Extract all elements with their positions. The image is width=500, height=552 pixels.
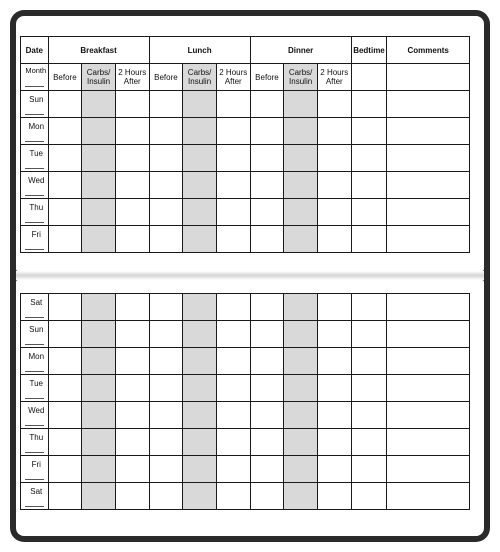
lunch-after-cell[interactable] (216, 375, 250, 402)
month-cell[interactable] (21, 64, 49, 91)
day-write-line (25, 425, 44, 426)
dinner-after-cell[interactable] (317, 429, 351, 456)
day-write-line (25, 398, 44, 399)
month-label: Month (25, 66, 47, 75)
lunch-before-cell[interactable] (149, 226, 183, 253)
bedtime-subheader (351, 64, 387, 91)
lunch-carbs-cell[interactable] (183, 226, 217, 253)
breakfast-before-cell[interactable] (48, 118, 82, 145)
lunch-after-cell[interactable] (216, 483, 250, 510)
header-row (21, 37, 470, 64)
dinner-carbs-cell[interactable] (284, 199, 318, 226)
dinner-before-cell[interactable] (250, 91, 284, 118)
breakfast-carbs-cell[interactable] (82, 226, 116, 253)
day-cell[interactable] (21, 456, 49, 483)
dinner-after-cell[interactable] (317, 172, 351, 199)
dinner-carbs-cell[interactable] (284, 172, 318, 199)
bedtime-cell[interactable] (351, 118, 387, 145)
dinner-carbs-header: Carbs/ Insulin (284, 64, 318, 91)
dinner-after-cell[interactable] (317, 145, 351, 172)
bedtime-cell[interactable] (351, 145, 387, 172)
lunch-after-cell[interactable] (216, 172, 250, 199)
lunch-before-cell[interactable] (149, 483, 183, 510)
dinner-before-cell[interactable] (250, 199, 284, 226)
dinner-after-cell[interactable] (317, 199, 351, 226)
day-row (21, 294, 470, 321)
comments-cell[interactable] (387, 199, 470, 226)
dinner-before-cell[interactable] (250, 118, 284, 145)
day-cell[interactable] (21, 226, 49, 253)
breakfast-before-cell[interactable] (48, 91, 82, 118)
breakfast-after-cell[interactable] (115, 483, 149, 510)
breakfast-carbs-cell[interactable] (82, 348, 116, 375)
breakfast-before-cell[interactable] (48, 429, 82, 456)
comments-cell[interactable] (387, 483, 470, 510)
breakfast-before-cell[interactable] (48, 321, 82, 348)
breakfast-after-cell[interactable] (115, 226, 149, 253)
bedtime-cell[interactable] (351, 172, 387, 199)
breakfast-after-header: 2 Hours After (115, 64, 149, 91)
day-row (21, 483, 470, 510)
breakfast-before-cell[interactable] (48, 226, 82, 253)
subheader-row (21, 64, 470, 91)
day-label: Tue (29, 379, 44, 388)
day-row (21, 402, 470, 429)
dinner-carbs-cell[interactable] (284, 402, 318, 429)
day-cell[interactable] (21, 199, 49, 226)
lunch-before-cell[interactable] (149, 91, 183, 118)
breakfast-before-cell[interactable] (48, 199, 82, 226)
breakfast-carbs-cell[interactable] (82, 145, 116, 172)
breakfast-carbs-cell[interactable] (82, 375, 116, 402)
bedtime-cell[interactable] (351, 456, 387, 483)
dinner-before-cell[interactable] (250, 483, 284, 510)
dinner-before-cell[interactable] (250, 294, 284, 321)
dinner-after-cell[interactable] (317, 294, 351, 321)
day-cell[interactable] (21, 294, 49, 321)
lunch-before-header: Before (149, 64, 183, 91)
lunch-before-cell[interactable] (149, 402, 183, 429)
day-row (21, 375, 470, 402)
bedtime-cell[interactable] (351, 294, 387, 321)
breakfast-before-cell[interactable] (48, 375, 82, 402)
dinner-before-cell[interactable] (250, 375, 284, 402)
lunch-after-header: 2 Hours After (216, 64, 250, 91)
day-label: Thu (29, 203, 44, 212)
day-row (21, 145, 470, 172)
comments-cell[interactable] (387, 456, 470, 483)
bottom-log-table (20, 293, 470, 510)
day-row (21, 456, 470, 483)
bedtime-cell[interactable] (351, 226, 387, 253)
comments-subheader (387, 64, 470, 91)
breakfast-after-cell[interactable] (115, 145, 149, 172)
breakfast-before-header: Before (48, 64, 82, 91)
lunch-carbs-cell[interactable] (183, 456, 217, 483)
day-row (21, 321, 470, 348)
breakfast-carbs-cell[interactable] (82, 321, 116, 348)
dinner-carbs-cell[interactable] (284, 429, 318, 456)
breakfast-carbs-cell[interactable] (82, 402, 116, 429)
bedtime-cell[interactable] (351, 429, 387, 456)
lunch-before-cell[interactable] (149, 375, 183, 402)
breakfast-after-cell[interactable] (115, 456, 149, 483)
breakfast-after-cell[interactable] (115, 294, 149, 321)
lunch-before-cell[interactable] (149, 199, 183, 226)
lunch-before-cell[interactable] (149, 145, 183, 172)
dinner-header: Dinner (250, 37, 351, 64)
dinner-after-cell[interactable] (317, 118, 351, 145)
lunch-carbs-cell[interactable] (183, 483, 217, 510)
breakfast-before-cell[interactable] (48, 483, 82, 510)
day-write-line (25, 506, 44, 507)
day-label: Mon (28, 122, 45, 131)
breakfast-after-cell[interactable] (115, 172, 149, 199)
lunch-carbs-cell[interactable] (183, 294, 217, 321)
comments-cell[interactable] (387, 294, 470, 321)
bedtime-cell[interactable] (351, 483, 387, 510)
lunch-carbs-cell[interactable] (183, 145, 217, 172)
breakfast-carbs-cell[interactable] (82, 199, 116, 226)
lunch-carbs-cell[interactable] (183, 402, 217, 429)
lunch-before-cell[interactable] (149, 118, 183, 145)
breakfast-carbs-cell[interactable] (82, 483, 116, 510)
lunch-after-cell[interactable] (216, 91, 250, 118)
dinner-carbs-cell[interactable] (284, 456, 318, 483)
dinner-before-cell[interactable] (250, 429, 284, 456)
breakfast-carbs-cell[interactable] (82, 118, 116, 145)
lunch-after-cell[interactable] (216, 294, 250, 321)
lunch-before-cell[interactable] (149, 321, 183, 348)
lunch-carbs-cell[interactable] (183, 118, 217, 145)
breakfast-carbs-cell[interactable] (82, 91, 116, 118)
lunch-after-cell[interactable] (216, 429, 250, 456)
dinner-carbs-cell[interactable] (284, 321, 318, 348)
day-write-line (25, 317, 44, 318)
day-cell[interactable] (21, 348, 49, 375)
bedtime-cell[interactable] (351, 348, 387, 375)
bedtime-cell[interactable] (351, 199, 387, 226)
dinner-before-cell[interactable] (250, 226, 284, 253)
comments-cell[interactable] (387, 226, 470, 253)
breakfast-after-cell[interactable] (115, 375, 149, 402)
lunch-after-cell[interactable] (216, 348, 250, 375)
breakfast-after-cell[interactable] (115, 91, 149, 118)
dinner-carbs-cell[interactable] (284, 294, 318, 321)
lunch-before-cell[interactable] (149, 294, 183, 321)
day-cell[interactable] (21, 172, 49, 199)
lunch-carbs-cell[interactable] (183, 348, 217, 375)
dinner-after-cell[interactable] (317, 402, 351, 429)
day-row (21, 348, 470, 375)
day-write-line (25, 452, 44, 453)
day-label: Wed (28, 176, 45, 185)
lunch-after-cell[interactable] (216, 226, 250, 253)
dinner-before-cell[interactable] (250, 321, 284, 348)
lunch-carbs-cell[interactable] (183, 321, 217, 348)
dinner-after-cell[interactable] (317, 456, 351, 483)
breakfast-carbs-cell[interactable] (82, 294, 116, 321)
dinner-carbs-cell[interactable] (284, 118, 318, 145)
month-write-line (25, 86, 44, 87)
day-write-line (25, 168, 44, 169)
breakfast-header: Breakfast (48, 37, 149, 64)
breakfast-after-cell[interactable] (115, 348, 149, 375)
dinner-after-cell[interactable] (317, 321, 351, 348)
dinner-before-header: Before (250, 64, 284, 91)
breakfast-before-cell[interactable] (48, 402, 82, 429)
dinner-carbs-cell[interactable] (284, 375, 318, 402)
lunch-header: Lunch (149, 37, 250, 64)
dinner-carbs-cell[interactable] (284, 145, 318, 172)
day-row (21, 199, 470, 226)
day-row (21, 118, 470, 145)
day-write-line (25, 249, 44, 250)
top-log-body (21, 91, 470, 253)
breakfast-carbs-cell[interactable] (82, 172, 116, 199)
breakfast-carbs-cell[interactable] (82, 429, 116, 456)
lunch-after-cell[interactable] (216, 199, 250, 226)
day-write-line (25, 344, 44, 345)
dinner-carbs-cell[interactable] (284, 348, 318, 375)
dinner-after-cell[interactable] (317, 483, 351, 510)
dinner-before-cell[interactable] (250, 172, 284, 199)
day-row (21, 429, 470, 456)
breakfast-after-cell[interactable] (115, 321, 149, 348)
top-log-table (20, 36, 470, 253)
breakfast-before-cell[interactable] (48, 172, 82, 199)
day-label: Fri (31, 230, 41, 239)
lunch-carbs-header: Carbs/ Insulin (183, 64, 217, 91)
day-row (21, 226, 470, 253)
bedtime-cell[interactable] (351, 91, 387, 118)
comments-cell[interactable] (387, 402, 470, 429)
lunch-after-cell[interactable] (216, 321, 250, 348)
lunch-before-cell[interactable] (149, 456, 183, 483)
day-cell[interactable] (21, 118, 49, 145)
dinner-after-cell[interactable] (317, 226, 351, 253)
comments-cell[interactable] (387, 172, 470, 199)
day-cell[interactable] (21, 402, 49, 429)
dinner-before-cell[interactable] (250, 402, 284, 429)
day-cell[interactable] (21, 375, 49, 402)
day-write-line (25, 195, 44, 196)
lunch-before-cell[interactable] (149, 429, 183, 456)
dinner-carbs-cell[interactable] (284, 91, 318, 118)
day-write-line (25, 141, 44, 142)
day-label: Fri (31, 460, 41, 469)
bedtime-cell[interactable] (351, 402, 387, 429)
breakfast-after-cell[interactable] (115, 118, 149, 145)
dinner-carbs-cell[interactable] (284, 483, 318, 510)
dinner-before-cell[interactable] (250, 456, 284, 483)
day-label: Wed (28, 406, 45, 415)
day-label: Sat (30, 298, 43, 307)
breakfast-before-cell[interactable] (48, 456, 82, 483)
day-write-line (25, 371, 44, 372)
breakfast-before-cell[interactable] (48, 294, 82, 321)
lunch-after-cell[interactable] (216, 402, 250, 429)
lunch-after-cell[interactable] (216, 456, 250, 483)
day-row (21, 91, 470, 118)
page-fold (16, 271, 484, 280)
comments-cell[interactable] (387, 118, 470, 145)
comments-cell[interactable] (387, 429, 470, 456)
lunch-after-cell[interactable] (216, 145, 250, 172)
breakfast-after-cell[interactable] (115, 429, 149, 456)
lunch-before-cell[interactable] (149, 172, 183, 199)
breakfast-before-cell[interactable] (48, 348, 82, 375)
comments-cell[interactable] (387, 375, 470, 402)
lunch-after-cell[interactable] (216, 118, 250, 145)
lunch-carbs-cell[interactable] (183, 429, 217, 456)
comments-header: Comments (387, 37, 470, 64)
dinner-before-cell[interactable] (250, 145, 284, 172)
comments-cell[interactable] (387, 321, 470, 348)
dinner-carbs-cell[interactable] (284, 226, 318, 253)
day-label: Mon (28, 352, 45, 361)
day-row (21, 172, 470, 199)
comments-cell[interactable] (387, 145, 470, 172)
day-cell[interactable] (21, 483, 49, 510)
day-label: Sun (29, 325, 44, 334)
breakfast-after-cell[interactable] (115, 199, 149, 226)
lunch-carbs-cell[interactable] (183, 91, 217, 118)
day-cell[interactable] (21, 145, 49, 172)
day-cell[interactable] (21, 91, 49, 118)
day-label: Tue (29, 149, 44, 158)
breakfast-carbs-cell[interactable] (82, 456, 116, 483)
lunch-carbs-cell[interactable] (183, 199, 217, 226)
dinner-before-cell[interactable] (250, 348, 284, 375)
lunch-before-cell[interactable] (149, 348, 183, 375)
comments-cell[interactable] (387, 348, 470, 375)
bedtime-header: Bedtime (351, 37, 387, 64)
lunch-carbs-cell[interactable] (183, 172, 217, 199)
bedtime-cell[interactable] (351, 321, 387, 348)
day-write-line (25, 479, 44, 480)
day-label: Sun (29, 95, 44, 104)
breakfast-after-cell[interactable] (115, 402, 149, 429)
dinner-after-header: 2 Hours After (317, 64, 351, 91)
dinner-after-cell[interactable] (317, 348, 351, 375)
bedtime-cell[interactable] (351, 375, 387, 402)
day-label: Sat (30, 487, 43, 496)
lunch-carbs-cell[interactable] (183, 375, 217, 402)
day-label: Thu (29, 433, 44, 442)
bottom-log-body (21, 294, 470, 510)
dinner-after-cell[interactable] (317, 91, 351, 118)
day-cell[interactable] (21, 429, 49, 456)
breakfast-before-cell[interactable] (48, 145, 82, 172)
breakfast-carbs-header: Carbs/ Insulin (82, 64, 116, 91)
comments-cell[interactable] (387, 91, 470, 118)
dinner-after-cell[interactable] (317, 375, 351, 402)
day-write-line (25, 114, 44, 115)
date-header: Date (21, 37, 49, 64)
day-write-line (25, 222, 44, 223)
day-cell[interactable] (21, 321, 49, 348)
